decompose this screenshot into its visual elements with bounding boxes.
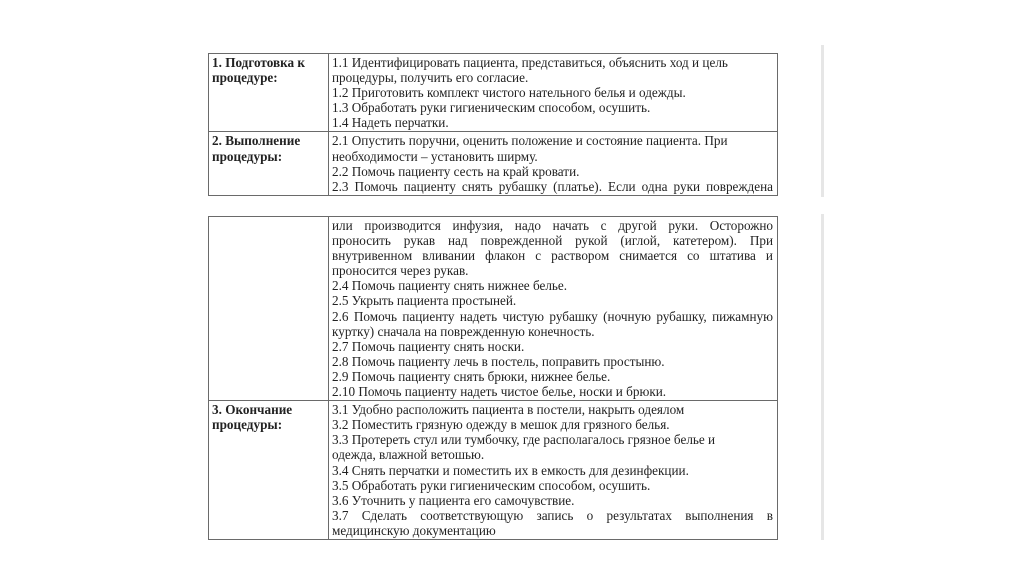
step-line: медицинскую документацию [332,522,496,538]
stage-heading: процедуры: [212,417,283,433]
table-row [209,217,778,401]
step-line: куртку) сначала на поврежденную конечность. [332,323,595,339]
step-line: 2.6 Помочь пациенту надеть чистую рубашку (ночную рубашку, пижамную [332,308,773,324]
step-line: 1.2 Приготовить комплект чистого нательного белья и одежды. [332,85,686,101]
step-line: 2.7 Помочь пациенту снять носки. [332,338,525,354]
step-line: процедуры, получить его согласие. [332,70,529,86]
stage-heading: процедуре: [212,70,278,86]
table-row [209,401,778,540]
step-line: 2.8 Помочь пациенту лечь в постель, поправить простыню. [332,353,665,369]
table-row [209,132,778,195]
step-line: внутривенном вливании флакон с раствором снимается со штатива и [332,248,773,264]
step-line: 2.9 Помочь пациенту снять брюки, нижнее белье. [332,368,611,384]
stage-heading-cell [209,54,329,132]
steps-cell [329,401,778,540]
table-row [209,54,778,132]
stage-heading: процедуры: [212,148,283,164]
steps-cell [329,54,778,132]
stage-heading: 2. Выполнение [212,133,301,149]
step-line: или производится инфузия, надо начать с другой руки. Осторожно [332,218,773,233]
page-edge-divider [821,214,824,540]
step-line: 2.3 Помочь пациенту снять рубашку (платье). Если одна руки повреждена [332,178,773,194]
step-line: проносится через рукав. [332,263,469,279]
step-line: 3.4 Снять перчатки и поместить их в емкость для дезинфекции. [332,462,689,478]
step-line: одежда, влажной ветошью. [332,447,485,463]
step-line: 3.5 Обработать руки гигиеническим способом, осушить. [332,477,651,493]
step-line: 3.3 Протереть стул или тумбочку, где располагалось грязное белье и [332,432,716,448]
step-line: 1.1 Идентифицировать пациента, представиться, объяснить ход и цель [332,55,728,70]
stage-heading-cell [209,217,329,401]
step-line: 2.4 Помочь пациенту снять нижнее белье. [332,278,568,294]
stage-heading-cell [209,132,329,195]
step-line: 1.4 Надеть перчатки. [332,115,449,131]
step-line: 3.6 Уточнить у пациента его самочувствие. [332,492,575,508]
step-line: 1.3 Обработать руки гигиеническим способом, осушить. [332,100,651,116]
stage-heading: 1. Подготовка к [212,55,305,70]
step-line: 2.10 Помочь пациенту надеть чистое белье, носки и брюки. [332,384,667,400]
step-line: проносить рукав над поврежденной рукой (иглой, катетером). При [332,233,773,249]
step-line: необходимости – установить ширму. [332,148,538,164]
steps-cell [329,132,778,195]
procedure-table-part-2 [208,216,778,540]
step-line: 3.1 Удобно расположить пациента в постели, накрыть одеялом [332,402,685,418]
stage-heading-cell [209,401,329,540]
step-line: 2.1 Опустить поручни, оценить положение и состояние пациента. При [332,133,728,149]
procedure-table-part-1 [208,53,778,196]
step-line: 3.2 Поместить грязную одежду в мешок для грязного белья. [332,417,670,433]
steps-cell [329,217,778,401]
step-line: 2.5 Укрыть пациента простыней. [332,293,517,309]
step-line: 2.2 Помочь пациенту сесть на край кровати. [332,163,580,179]
page-edge-divider [821,45,824,197]
step-line: 3.7 Сделать соответствующую запись о результатах выполнения в [332,507,773,523]
stage-heading: 3. Окончание [212,402,293,418]
